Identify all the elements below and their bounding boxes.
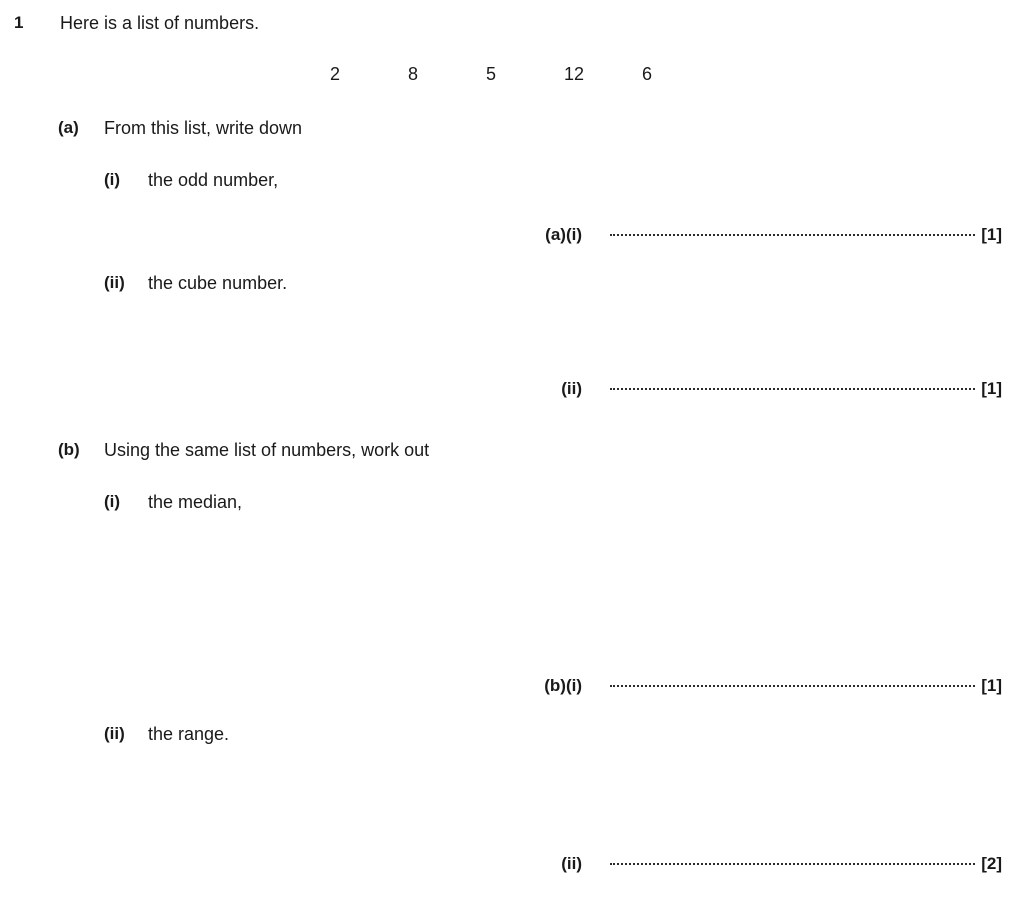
part-a-label: (a): [58, 118, 79, 137]
answer-line-b-ii[interactable]: [430, 853, 1002, 877]
answer-label-a-ii: (ii): [561, 379, 582, 398]
part-b-ii-label: (ii): [104, 724, 125, 743]
number-list: [330, 64, 652, 85]
part-a-i-label: (i): [104, 170, 121, 189]
marks-a-i: [1]: [981, 225, 1002, 244]
question-stem: Here is a list of numbers.: [60, 13, 260, 33]
marks-b-ii: [2]: [981, 854, 1002, 873]
answer-label-b-ii: (ii): [561, 854, 582, 873]
part-a-ii-text: the cube number.: [148, 273, 288, 293]
number-list-item: 5: [486, 64, 497, 84]
question-number: 1: [14, 13, 24, 32]
part-b-i-label: (i): [104, 492, 121, 511]
part-b-label: (b): [58, 440, 80, 459]
part-a-i-text: the odd number,: [148, 170, 279, 190]
marks-a-ii: [1]: [981, 379, 1002, 398]
part-a-text: From this list, write down: [104, 118, 303, 138]
answer-dotted-line[interactable]: [610, 224, 975, 240]
number-list-item: 12: [564, 64, 585, 84]
answer-line-a-ii[interactable]: [430, 378, 1002, 402]
answer-line-b-i[interactable]: [430, 675, 1002, 699]
answer-label-b-i: (b)(i): [544, 676, 582, 695]
number-list-item: 8: [408, 64, 419, 84]
part-b-ii-text: the range.: [148, 724, 230, 744]
part-a-ii-label: (ii): [104, 273, 125, 292]
answer-dotted-line[interactable]: [610, 378, 975, 394]
answer-line-a-i[interactable]: [430, 224, 1002, 248]
answer-dotted-line[interactable]: [610, 675, 975, 691]
number-list-item: 2: [330, 64, 341, 84]
answer-dotted-line[interactable]: [610, 853, 975, 869]
number-list-item: 6: [642, 64, 653, 84]
part-b-i-text: the median,: [148, 492, 243, 512]
marks-b-i: [1]: [981, 676, 1002, 695]
part-b-text: Using the same list of numbers, work out: [104, 440, 430, 460]
answer-label-a-i: (a)(i): [545, 225, 582, 244]
